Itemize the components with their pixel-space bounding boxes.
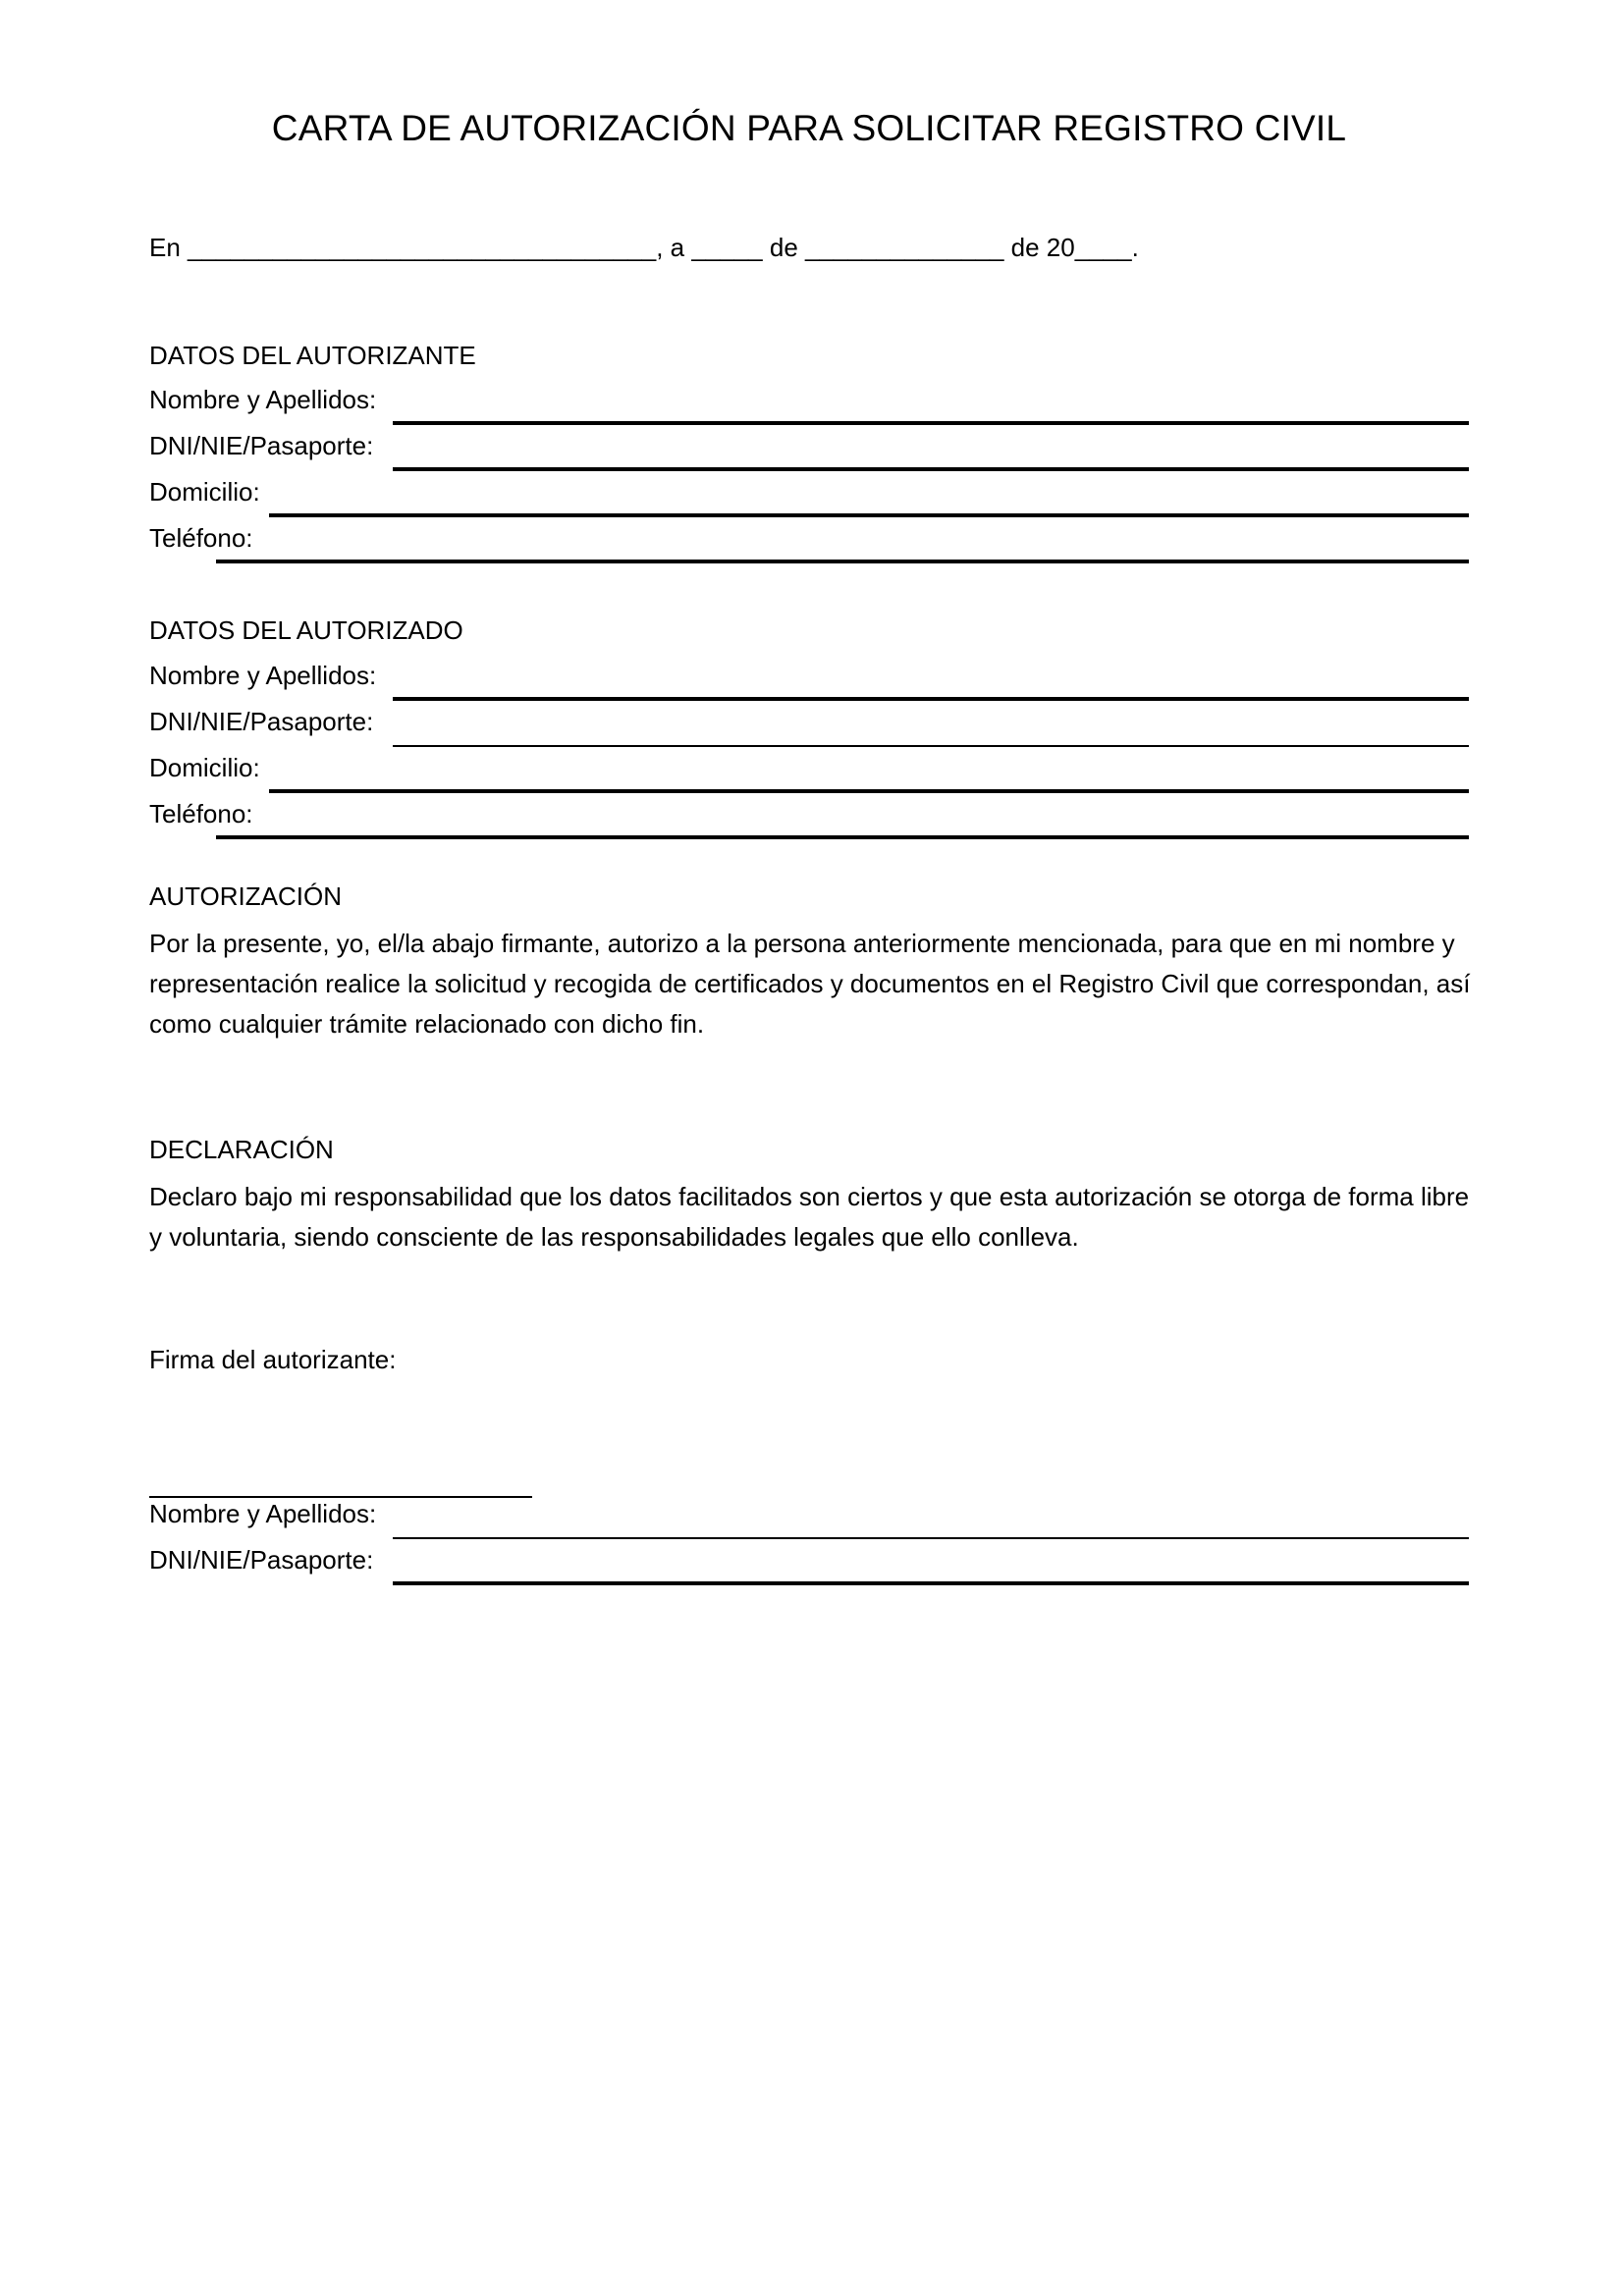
field-label-autorizado-nombre: Nombre y Apellidos: xyxy=(149,661,377,690)
field-input-autorizado-domicilio[interactable] xyxy=(269,789,1469,793)
section-heading-autorizacion: AUTORIZACIÓN xyxy=(149,881,342,911)
field-row-autorizado-domicilio xyxy=(149,751,1469,797)
field-label-autorizante-telefono: Teléfono: xyxy=(149,523,253,553)
field-row-autorizante-domicilio xyxy=(149,475,1469,521)
field-input-autorizado-telefono[interactable] xyxy=(216,835,1469,839)
field-row-firma-dni xyxy=(149,1543,1469,1589)
field-label-autorizante-domicilio: Domicilio: xyxy=(149,477,260,507)
place-date-text[interactable]: En _________________________________, a _____ de ______________ de 20____. xyxy=(149,233,1139,262)
field-label-autorizado-dni: DNI/NIE/Pasaporte: xyxy=(149,707,374,736)
field-row-autorizado-nombre xyxy=(149,659,1469,705)
page-title: CARTA DE AUTORIZACIÓN PARA SOLICITAR REGISTRO CIVIL xyxy=(271,108,1347,148)
field-label-autorizado-telefono: Teléfono: xyxy=(149,799,253,828)
signature-heading: Firma del autorizante: xyxy=(149,1345,397,1374)
field-input-autorizado-nombre[interactable] xyxy=(393,697,1469,701)
field-label-autorizado-domicilio: Domicilio: xyxy=(149,753,260,782)
section-heading-declaracion: DECLARACIÓN xyxy=(149,1135,334,1164)
field-row-firma-nombre xyxy=(149,1497,1469,1543)
field-input-firma-dni[interactable] xyxy=(393,1581,1469,1585)
field-input-autorizante-domicilio[interactable] xyxy=(269,513,1469,517)
field-label-firma-nombre: Nombre y Apellidos: xyxy=(149,1499,377,1528)
field-input-autorizante-telefono[interactable] xyxy=(216,560,1469,563)
field-input-autorizado-dni[interactable] xyxy=(393,745,1469,747)
field-row-autorizado-dni xyxy=(149,705,1469,751)
field-input-firma-nombre[interactable] xyxy=(393,1537,1469,1539)
field-input-autorizante-nombre[interactable] xyxy=(393,421,1469,425)
field-input-autorizante-dni[interactable] xyxy=(393,467,1469,471)
field-label-autorizante-nombre: Nombre y Apellidos: xyxy=(149,385,377,414)
field-label-firma-dni: DNI/NIE/Pasaporte: xyxy=(149,1545,374,1575)
section-heading-autorizante: DATOS DEL AUTORIZANTE xyxy=(149,341,476,370)
field-row-autorizante-nombre xyxy=(149,383,1469,429)
section-heading-autorizado: DATOS DEL AUTORIZADO xyxy=(149,615,463,645)
field-row-autorizante-dni xyxy=(149,429,1469,475)
place-date-line xyxy=(149,229,1139,266)
section-body-declaracion: Declaro bajo mi responsabilidad que los datos facilitados son ciertos y que esta autorización se otorga de forma libre y voluntaria, siendo consciente de las responsabilidades legales que ello conlleva. xyxy=(149,1182,1470,1252)
field-label-autorizante-dni: DNI/NIE/Pasaporte: xyxy=(149,431,374,460)
field-row-autorizado-telefono xyxy=(149,797,1469,843)
section-body-autorizacion: Por la presente, yo, el/la abajo firmante, autorizo a la persona anteriormente mencionada, para que en mi nombre y representación realice la solicitud y recogida de certificados y documentos en el Registro Civil que correspondan, así como cualquier trámite relacionado con dicho fin. xyxy=(149,929,1471,1039)
field-row-autorizante-telefono xyxy=(149,521,1469,567)
